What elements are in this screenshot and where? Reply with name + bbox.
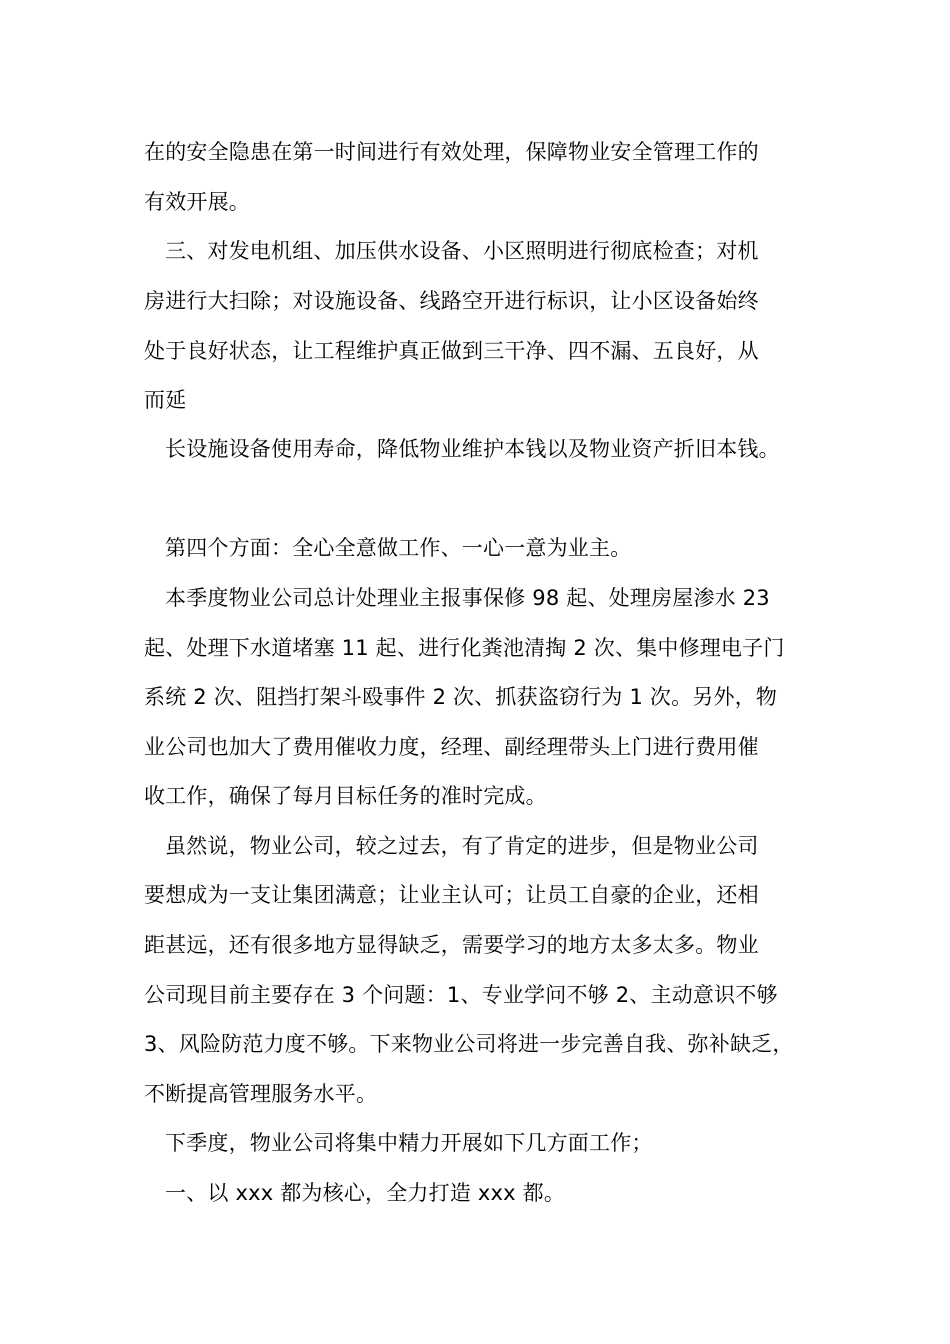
body-line: 处于良好状态，让工程维护真正做到三干净、四不漏、五良好，从 <box>144 339 759 363</box>
section-heading: 第四个方面：全心全意做工作、一心一意为业主。 <box>165 536 632 560</box>
body-line: 虽然说，物业公司，较之过去，有了肯定的进步，但是物业公司 <box>165 834 759 858</box>
body-line: 距甚远，还有很多地方显得缺乏，需要学习的地方太多太多。物业 <box>144 933 759 957</box>
body-line: 公司现目前主要存在 3 个问题：1、专业学问不够 2、主动意识不够 <box>144 983 778 1007</box>
body-line: 下季度，物业公司将集中精力开展如下几方面工作； <box>165 1131 653 1155</box>
body-line: 收工作，确保了每月目标任务的准时完成。 <box>144 784 547 808</box>
body-line: 有效开展。 <box>144 190 250 214</box>
section-heading: 三、对发电机组、加压供水设备、小区照明进行彻底检查；对机 <box>165 239 759 263</box>
body-line: 业公司也加大了费用催收力度，经理、副经理带头上门进行费用催 <box>144 735 759 759</box>
body-line: 不断提高管理服务水平。 <box>144 1082 378 1106</box>
body-line: 起、处理下水道堵塞 11 起、进行化粪池清掏 2 次、集中修理电子门 <box>144 636 785 660</box>
body-line: 要想成为一支让集团满意；让业主认可；让员工自豪的企业，还相 <box>144 883 759 907</box>
body-line: 房进行大扫除；对设施设备、线路空开进行标识，让小区设备始终 <box>144 289 759 313</box>
section-heading: 一、以 xxx 都为核心，全力打造 xxx 都。 <box>165 1181 566 1205</box>
body-line: 而延 <box>144 388 187 412</box>
body-line: 长设施设备使用寿命，降低物业维护本钱以及物业资产折旧本钱。 <box>165 437 780 461</box>
body-line: 本季度物业公司总计处理业主报事保修 98 起、处理房屋渗水 23 <box>165 586 770 610</box>
body-line: 系统 2 次、阻挡打架斗殴事件 2 次、抓获盗窃行为 1 次。另外，物 <box>144 685 778 709</box>
body-line: 3、风险防范力度不够。下来物业公司将进一步完善自我、弥补缺乏， <box>144 1032 794 1056</box>
body-line: 在的安全隐患在第一时间进行有效处理，保障物业安全管理工作的 <box>144 140 759 164</box>
